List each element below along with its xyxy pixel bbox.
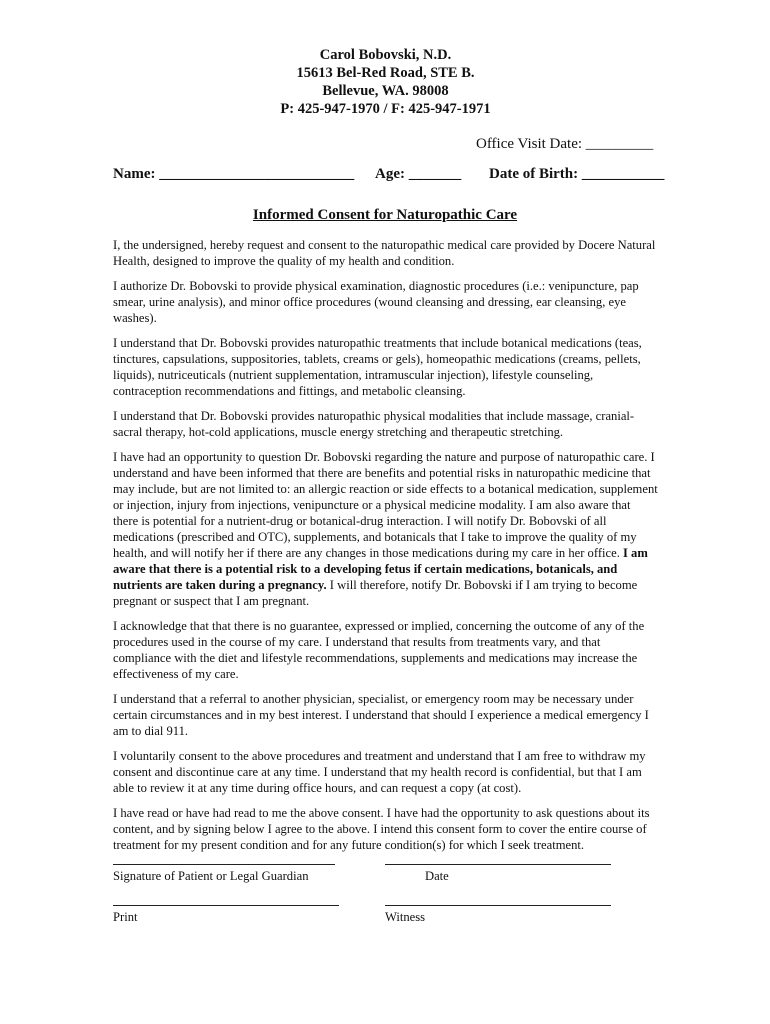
paragraph: I understand that Dr. Bobovski provides naturopathic treatments that include botanical medications (teas, tinctures, capsulations, suppositories, tablets, creams or gels), homeopathic medications (creams, pellets, liquids), nutriceuticals (nutrient supplementation, intramuscular injection), lifestyle counseling, contraception recommendations and fittings, and metabolic cleansing. [113,336,642,398]
paragraph: I understand that a referral to another physician, specialist, or emergency room may be necessary under certain circumstances and in my best interest. I understand that should I experience a medical emergency I am to dial 911. [113,692,649,738]
signature-field[interactable] [113,864,335,884]
witness-field[interactable] [385,905,611,925]
signature-label: Signature of Patient or Legal Guardian [113,869,309,883]
risks-paragraph [113,449,658,609]
date-label: Date [425,869,449,883]
paragraph: I authorize Dr. Bobovski to provide physical examination, diagnostic procedures (i.e.: venipuncture, pap smear, urine analysis), and minor office procedures (wound cleansing and dressing, ear cleansing, eye washes). [113,279,639,325]
paragraph: I, the undersigned, hereby request and consent to the naturopathic medical care provided by Docere Natural Health, designed to improve the quality of my health and condition. [113,238,656,268]
paragraph: I voluntarily consent to the above procedures and treatment and understand that I am free to withdraw my consent and discontinue care at any time. I understand that my health record is confidential, but that I am able to review it at any time during office hours, and can request a copy (at cost). [113,749,646,795]
paragraph: I understand that Dr. Bobovski provides naturopathic physical modalities that include massage, cranial-sacral therapy, hot-cold applications, muscle energy stretching and therapeutic stretching. [113,409,635,439]
pregnancy-warning: I am aware that there is a potential risk to a developing fetus if certain medications, botanicals, and nutrients are taken during a pregnancy. [113,546,648,592]
paragraph: I have read or have had read to me the above consent. I have had the opportunity to ask questions about its content, and by signing below I agree to the above. I intend this consent form to cover the entire course of treatment for my present condition and for any future condition(s) for which I seek treatment. [113,806,650,852]
date-line [385,864,611,865]
risks-text: I have had an opportunity to question Dr. Bobovski regarding the nature and purpose of naturopathic care. I understand and have been informed that there are benefits and potential risks in naturopathic medicine that may include, but are not limited to: an allergic reaction or side effects to a botanical medication, supplement or injection, injury from injections, venipuncture or a physical medicine modality. I am also aware that there is potential for a nutrient-drug or botanical-drug interaction. I will notify Dr. Bobovski of all medications (prescribed and OTC), supplements, and botanicals that I take to improve the quality of my health, and will notify her if there are any changes in those medications during my care in her office. [113,450,658,560]
witness-label: Witness [385,910,426,924]
form-title: Informed Consent for Naturopathic Care [252,207,518,223]
risks-text-end: I will therefore, notify Dr. Bobovski if I am trying to become pregnant or suspect that I am pregnant. [113,578,638,608]
date-of-birth-field[interactable]: Date of Birth: ___________ [489,166,665,182]
paragraph: I acknowledge that that there is no guarantee, expressed or implied, concerning the outcome of any of the procedures used in the course of my care. I understand that results from treatments vary, and that compliance with the diet and lifestyle recommendations, supplements and medications may increase the effectiveness of my care. [113,619,645,681]
print-line [113,905,339,906]
age-field[interactable]: Age: _______ [375,166,462,182]
patient-info-row [113,166,665,183]
date-field[interactable] [385,864,611,884]
consent-body [113,237,658,862]
letterhead [113,0,658,118]
name-field[interactable]: Name: __________________________ [113,166,355,182]
signature-line [113,864,335,865]
office-visit-date-field[interactable]: Office Visit Date: _________ [476,136,654,152]
practitioner-name: Carol Bobovski, N.D. [319,47,452,63]
address-line-2: Bellevue, WA. 98008 [322,83,449,99]
address-line-1: 15613 Bel-Red Road, STE B. [296,65,475,81]
phone-fax: P: 425-947-1970 / F: 425-947-1971 [280,101,491,117]
print-label: Print [113,910,138,924]
print-field[interactable] [113,905,339,925]
witness-line [385,905,611,906]
